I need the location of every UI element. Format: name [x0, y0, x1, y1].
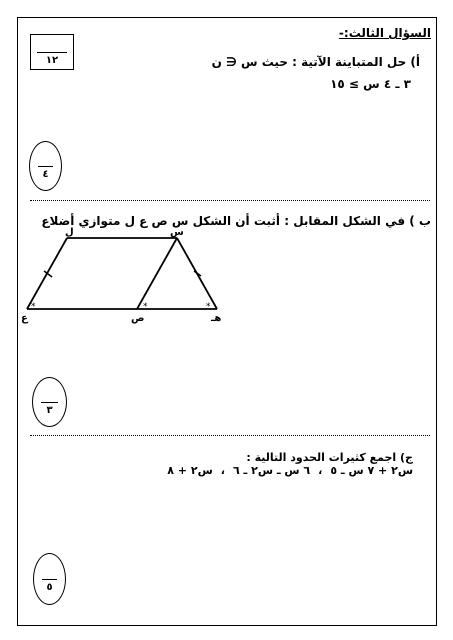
- part-a-mark-oval: [29, 141, 62, 191]
- expression-3: س٢ + ٨: [167, 464, 213, 477]
- angle-mark-H: *: [206, 302, 211, 312]
- label-C: ص: [131, 313, 145, 324]
- part-c-mark-oval: [33, 553, 66, 605]
- section-title: السؤال الثالث:-: [338, 26, 431, 40]
- part-b-mark-value: ٣: [46, 405, 53, 416]
- separator-2: ،: [220, 464, 225, 477]
- label-S: س: [170, 227, 184, 238]
- part-a-mark-value: ٤: [42, 169, 49, 180]
- total-score-box: [30, 34, 74, 70]
- part-c-expressions: [167, 464, 413, 477]
- part-b-mark-oval: [32, 377, 67, 427]
- part-c-prompt: ج) اجمع كثيرات الحدود التالية :: [246, 451, 413, 464]
- separator-1: ،: [318, 464, 323, 477]
- part-a-inequality: ٣ ـ ٤ س ≥ ١٥: [330, 77, 411, 91]
- total-score-value: ١٢: [45, 55, 59, 66]
- part-a-prompt: أ) حل المتباينة الآتية : حيث س ∈ ن: [211, 55, 420, 69]
- expression-2: ٦ س ـ س٢ ـ ٦: [232, 464, 311, 477]
- divider-2: [30, 435, 430, 436]
- angle-mark-C: *: [143, 302, 148, 312]
- part-c-mark-value: ٥: [46, 582, 53, 593]
- label-L: ل: [65, 227, 74, 238]
- label-H: هـ: [211, 313, 222, 324]
- expression-1: س٢ + ٧ س ـ ٥: [330, 464, 413, 477]
- divider-1: [30, 200, 430, 201]
- parallelogram-figure: [15, 225, 230, 325]
- part-b-prompt: ب ) في الشكل المقابل : أثبت أن الشكل س ص ع ل متوازي أضلاع: [41, 214, 431, 228]
- angle-mark-A: *: [31, 302, 36, 312]
- label-A: ع: [21, 313, 28, 324]
